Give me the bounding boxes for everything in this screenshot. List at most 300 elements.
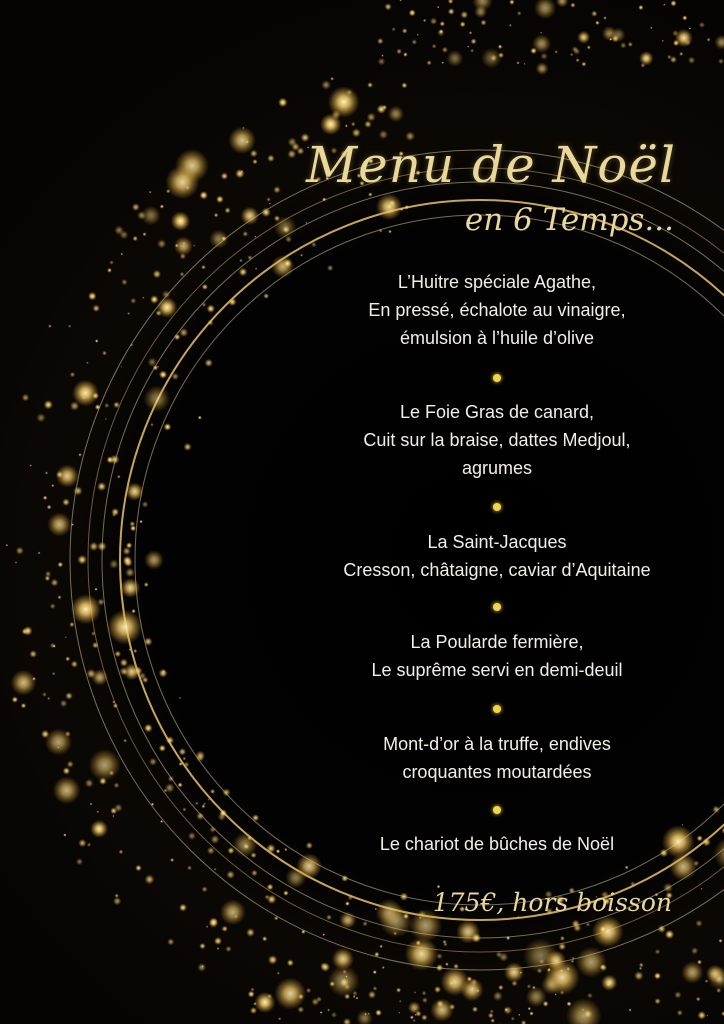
sparkle-dot bbox=[639, 51, 653, 65]
sparkle-dot bbox=[160, 204, 164, 208]
sparkle-dot bbox=[184, 443, 192, 451]
sparkle-dot bbox=[378, 58, 386, 66]
sparkle-dot bbox=[592, 916, 624, 948]
sparkle-dot bbox=[432, 44, 437, 49]
sparkle-dot bbox=[496, 951, 503, 958]
sparkle-dot bbox=[178, 782, 183, 787]
sparkle-dot bbox=[278, 98, 288, 108]
sparkle-dot bbox=[573, 48, 580, 55]
sparkle-dot bbox=[107, 268, 112, 273]
sparkle-dot bbox=[472, 1006, 478, 1012]
sparkle-dot bbox=[474, 5, 487, 18]
sparkle-dot bbox=[268, 955, 278, 965]
sparkle-dot bbox=[47, 697, 50, 700]
sparkle-dot bbox=[246, 928, 255, 937]
sparkle-dot bbox=[88, 292, 97, 301]
sparkle-dot bbox=[558, 943, 566, 951]
sparkle-dot bbox=[422, 997, 428, 1003]
sparkle-dot bbox=[144, 637, 153, 646]
course-4 bbox=[300, 628, 694, 684]
sparkle-dot bbox=[123, 663, 140, 680]
sparkle-dot bbox=[714, 35, 724, 50]
sparkle-dot bbox=[670, 0, 676, 6]
sparkle-dot bbox=[43, 496, 47, 500]
sparkle-dot bbox=[47, 513, 71, 537]
sparkle-dot bbox=[21, 703, 26, 708]
sparkle-dot bbox=[144, 550, 164, 570]
sparkle-dot bbox=[110, 807, 117, 814]
sparkle-dot bbox=[430, 17, 438, 25]
sparkle-dot bbox=[121, 253, 124, 256]
sparkle-dot bbox=[221, 172, 228, 179]
sparkle-dot bbox=[430, 998, 453, 1021]
sparkle-dot bbox=[662, 40, 665, 43]
sparkle-dot bbox=[611, 27, 626, 42]
sparkle-dot bbox=[516, 61, 519, 64]
sparkle-dot bbox=[77, 555, 87, 565]
menu-title: Menu de Noël bbox=[305, 136, 676, 194]
sparkle-dot bbox=[339, 912, 356, 929]
sparkle-dot bbox=[220, 899, 246, 925]
sparkle-dot bbox=[342, 970, 347, 975]
sparkle-dot bbox=[382, 966, 385, 969]
sparkle-dot bbox=[421, 1014, 427, 1020]
sparkle-dot bbox=[50, 603, 56, 609]
sparkle-dot bbox=[255, 267, 258, 270]
sparkle-dot bbox=[250, 987, 254, 991]
sparkle-dot bbox=[195, 751, 205, 761]
separator-dot bbox=[493, 503, 501, 511]
sparkle-dot bbox=[274, 916, 279, 921]
sparkle-dot bbox=[197, 963, 206, 972]
separator-dot bbox=[493, 705, 501, 713]
sparkle-dot bbox=[467, 46, 469, 48]
sparkle-dot bbox=[142, 501, 149, 508]
sparkle-dot bbox=[114, 782, 120, 788]
sparkle-dot bbox=[92, 305, 100, 313]
separator-dot bbox=[493, 374, 501, 382]
sparkle-dot bbox=[529, 1011, 533, 1015]
sparkle-dot bbox=[311, 242, 317, 248]
sparkle-dot bbox=[681, 961, 703, 983]
sparkle-dot bbox=[135, 865, 142, 872]
course-1-line-1: L’Huitre spéciale Agathe, bbox=[397, 272, 597, 292]
sparkle-dot bbox=[639, 963, 644, 968]
course-3-line-1: La Saint-Jacques bbox=[427, 532, 567, 552]
sparkle-dot bbox=[129, 648, 131, 650]
sparkle-dot bbox=[353, 995, 356, 998]
sparkle-dot bbox=[362, 921, 367, 926]
sparkle-dot bbox=[481, 20, 487, 26]
sparkle-dot bbox=[149, 191, 152, 194]
sparkle-dot bbox=[157, 239, 166, 248]
sparkle-dot bbox=[56, 471, 63, 478]
sparkle-dot bbox=[297, 147, 305, 155]
sparkle-dot bbox=[63, 767, 71, 775]
sparkle-dot bbox=[655, 949, 661, 955]
sparkle-dot bbox=[36, 413, 45, 422]
sparkle-dot bbox=[577, 31, 590, 44]
sparkle-dot bbox=[95, 339, 99, 343]
menu-subtitle: en 6 Temps... bbox=[464, 202, 674, 238]
sparkle-dot bbox=[179, 762, 183, 766]
sparkle-dot bbox=[331, 110, 341, 120]
sparkle-dot bbox=[133, 236, 138, 241]
sparkle-dot bbox=[150, 295, 159, 304]
sparkle-dot bbox=[214, 213, 219, 218]
sparkle-dot bbox=[67, 761, 74, 768]
sparkle-dot bbox=[447, 50, 464, 67]
sparkle-dot bbox=[582, 1008, 585, 1011]
sparkle-dot bbox=[442, 940, 447, 945]
sparkle-dot bbox=[576, 947, 607, 978]
sparkle-dot bbox=[58, 562, 64, 568]
sparkle-dot bbox=[697, 1011, 706, 1020]
sparkle-dot bbox=[346, 975, 348, 977]
sparkle-dot bbox=[413, 1019, 416, 1022]
sparkle-dot bbox=[634, 971, 643, 980]
sparkle-dot bbox=[388, 106, 404, 122]
sparkle-dot bbox=[367, 113, 376, 122]
sparkle-dot bbox=[498, 52, 504, 58]
sparkle-dot bbox=[153, 365, 159, 371]
sparkle-dot bbox=[107, 610, 142, 645]
sparkle-dot bbox=[377, 38, 383, 44]
sparkle-dot bbox=[571, 960, 575, 964]
sparkle-dot bbox=[94, 588, 97, 591]
sparkle-dot bbox=[202, 302, 207, 307]
course-3 bbox=[300, 528, 694, 584]
sparkle-dot bbox=[554, 50, 558, 54]
sparkle-dot bbox=[71, 594, 101, 624]
sparkle-dot bbox=[125, 482, 143, 500]
sparkle-dot bbox=[509, 0, 514, 5]
sparkle-dot bbox=[53, 644, 56, 647]
sparkle-dot bbox=[168, 776, 174, 782]
sparkle-dot bbox=[379, 945, 382, 948]
sparkle-dot bbox=[388, 230, 392, 234]
sparkle-dot bbox=[170, 858, 174, 862]
sparkle-dot bbox=[283, 890, 288, 895]
sparkle-dot bbox=[144, 724, 153, 733]
sparkle-dot bbox=[697, 835, 703, 841]
sparkle-dot bbox=[95, 404, 101, 410]
sparkle-dot bbox=[184, 762, 190, 768]
sparkle-dot bbox=[437, 29, 445, 37]
sparkle-dot bbox=[555, 993, 557, 995]
separator-dot bbox=[493, 603, 501, 611]
course-4-line-2: Le suprême servi en demi-deuil bbox=[371, 660, 623, 680]
sparkle-dot bbox=[207, 304, 216, 313]
sparkle-dot bbox=[243, 843, 249, 849]
sparkle-dot bbox=[199, 191, 208, 200]
sparkle-dot bbox=[142, 296, 145, 299]
sparkle-dot bbox=[331, 1012, 337, 1018]
sparkle-dot bbox=[449, 1004, 455, 1010]
sparkle-dot bbox=[380, 905, 413, 938]
sparkle-dot bbox=[179, 748, 187, 756]
sparkle-dot bbox=[171, 373, 179, 381]
sparkle-dot bbox=[587, 45, 591, 49]
sparkle-dot bbox=[187, 866, 192, 871]
sparkle-dot bbox=[30, 464, 32, 466]
sparkle-dot bbox=[228, 127, 256, 155]
sparkle-dot bbox=[403, 913, 409, 919]
sparkle-dot bbox=[322, 197, 326, 201]
sparkle-dot bbox=[345, 124, 348, 127]
sparkle-dot bbox=[506, 936, 510, 940]
sparkle-dot bbox=[341, 875, 348, 882]
sparkle-dot bbox=[540, 52, 548, 60]
sparkle-dot bbox=[113, 401, 120, 408]
sparkle-dot bbox=[326, 914, 332, 920]
sparkle-dot bbox=[142, 232, 146, 236]
sparkle-dot bbox=[654, 998, 660, 1004]
sparkle-dot bbox=[202, 886, 208, 892]
sparkle-dot bbox=[373, 986, 378, 991]
sparkle-dot bbox=[78, 453, 82, 457]
sparkle-dot bbox=[160, 820, 163, 823]
sparkle-dot bbox=[469, 31, 472, 34]
sparkle-dot bbox=[377, 105, 386, 114]
course-5-line-1: Mont-d’or à la truffe, endives bbox=[383, 734, 611, 754]
sparkle-dot bbox=[320, 1011, 323, 1014]
sparkle-dot bbox=[658, 925, 666, 933]
sparkle-dot bbox=[379, 229, 383, 233]
sparkle-dot bbox=[566, 967, 571, 972]
sparkle-dot bbox=[145, 874, 155, 884]
sparkle-dot bbox=[114, 225, 124, 235]
sparkle-dot bbox=[22, 394, 30, 402]
sparkle-dot bbox=[162, 670, 165, 673]
sparkle-dot bbox=[142, 677, 149, 684]
sparkle-dot bbox=[89, 749, 121, 781]
sparkle-dot bbox=[601, 975, 617, 991]
sparkle-dot bbox=[125, 568, 135, 578]
sparkle-dot bbox=[203, 802, 206, 805]
sparkle-dot bbox=[219, 809, 227, 817]
sparkle-dot bbox=[16, 547, 24, 555]
sparkle-dot bbox=[677, 1010, 683, 1016]
sparkle-dot bbox=[48, 324, 52, 328]
sparkle-dot bbox=[399, 0, 402, 2]
course-2-line-2: Cuit sur la braise, dattes Medjoul, bbox=[363, 430, 631, 450]
menu-price: 175€, hors boisson bbox=[432, 888, 672, 917]
sparkle-dot bbox=[327, 1009, 330, 1012]
course-6-line-1: Le chariot de bûches de Noël bbox=[379, 834, 615, 854]
sparkle-dot bbox=[214, 937, 222, 945]
sparkle-dot bbox=[85, 779, 94, 788]
sparkle-dot bbox=[398, 1012, 400, 1014]
sparkle-dot bbox=[222, 788, 230, 796]
sparkle-dot bbox=[409, 9, 416, 16]
sparkle-dot bbox=[599, 925, 607, 933]
sparkle-dot bbox=[239, 259, 243, 263]
sparkle-dot bbox=[86, 361, 89, 364]
sparkle-dot bbox=[540, 32, 542, 34]
sparkle-dot bbox=[51, 484, 54, 487]
sparkle-dot bbox=[209, 826, 216, 833]
sparkle-dot bbox=[71, 523, 74, 526]
sparkle-dot bbox=[121, 279, 127, 285]
sparkle-dot bbox=[712, 806, 720, 814]
sparkle-dot bbox=[171, 211, 190, 230]
sparkle-dot bbox=[405, 937, 439, 971]
sparkle-dot bbox=[582, 62, 587, 67]
sparkle-dot bbox=[504, 962, 524, 982]
sparkle-dot bbox=[639, 967, 642, 970]
sparkle-dot bbox=[471, 38, 477, 44]
sparkle-dot bbox=[274, 216, 297, 239]
sparkle-dot bbox=[127, 312, 130, 315]
sparkle-dot bbox=[699, 22, 705, 28]
sparkle-dot bbox=[179, 328, 188, 337]
sparkle-dot bbox=[498, 985, 503, 990]
sparkle-dot bbox=[493, 991, 503, 1001]
sparkle-dot bbox=[247, 255, 252, 260]
sparkle-dot bbox=[113, 703, 118, 708]
sparkle-dot bbox=[278, 1017, 281, 1020]
sparkle-dot bbox=[210, 835, 219, 844]
sparkle-dot bbox=[38, 552, 41, 555]
sparkle-dot bbox=[174, 237, 193, 256]
sparkle-dot bbox=[110, 455, 120, 465]
sparkle-dot bbox=[367, 82, 373, 88]
sparkle-dot bbox=[567, 1001, 572, 1006]
sparkle-dot bbox=[532, 34, 551, 53]
sparkle-dot bbox=[403, 52, 408, 57]
sparkle-dot bbox=[263, 293, 269, 299]
sparkle-dot bbox=[400, 892, 409, 901]
sparkle-dot bbox=[241, 207, 260, 226]
sparkle-dot bbox=[511, 1017, 515, 1021]
sparkle-dot bbox=[628, 42, 633, 47]
sparkle-dot bbox=[143, 385, 170, 412]
sparkle-dot bbox=[225, 207, 231, 213]
sparkle-dot bbox=[104, 403, 109, 408]
sparkle-dot bbox=[638, 5, 643, 10]
sparkle-dot bbox=[351, 122, 356, 127]
sparkle-dot bbox=[396, 988, 401, 993]
sparkle-dot bbox=[69, 622, 74, 627]
sparkle-dot bbox=[195, 802, 199, 806]
sparkle-dot bbox=[422, 991, 427, 996]
sparkle-dot bbox=[591, 11, 597, 17]
sparkle-dot bbox=[345, 901, 350, 906]
sparkle-dot bbox=[518, 1014, 520, 1016]
sparkle-dot bbox=[449, 980, 455, 986]
sparkle-dot bbox=[707, 38, 711, 42]
sparkle-dot bbox=[572, 920, 580, 928]
sparkle-dot bbox=[526, 986, 547, 1007]
sparkle-dot bbox=[225, 946, 231, 952]
sparkle-dot bbox=[276, 849, 280, 853]
sparkle-dot bbox=[297, 1006, 304, 1013]
sparkle-dot bbox=[679, 52, 683, 56]
course-2-line-3: agrumes bbox=[461, 458, 533, 478]
sparkle-dot bbox=[90, 803, 93, 806]
sparkle-dot bbox=[165, 783, 175, 793]
sparkle-dot bbox=[63, 833, 66, 836]
sparkle-dot bbox=[179, 697, 181, 699]
sparkle-dot bbox=[689, 27, 691, 29]
sparkle-dot bbox=[576, 58, 580, 62]
sparkle-dot bbox=[206, 925, 209, 928]
sparkle-dot bbox=[329, 981, 335, 987]
sparkle-dot bbox=[412, 39, 417, 44]
sparkle-dot bbox=[528, 1007, 531, 1010]
course-5-line-2: croquantes moutardées bbox=[402, 762, 592, 782]
sparkle-dot bbox=[695, 920, 702, 927]
sparkle-dot bbox=[560, 936, 565, 941]
sparkle-dot bbox=[68, 325, 71, 328]
sparkle-dot bbox=[269, 203, 271, 205]
sparkle-dot bbox=[620, 42, 626, 48]
sparkle-dot bbox=[298, 994, 304, 1000]
sparkle-dot bbox=[460, 21, 466, 27]
sparkle-dot bbox=[527, 984, 532, 989]
sparkle-dot bbox=[210, 789, 215, 794]
sparkle-dot bbox=[65, 692, 73, 700]
sparkle-dot bbox=[228, 298, 236, 306]
sparkle-dot bbox=[207, 798, 210, 801]
sparkle-dot bbox=[72, 380, 99, 407]
course-5 bbox=[300, 730, 694, 786]
sparkle-dot bbox=[713, 837, 724, 870]
sparkle-dot bbox=[417, 34, 419, 36]
sparkle-dot bbox=[498, 45, 502, 49]
sparkle-dot bbox=[437, 6, 439, 8]
sparkle-dot bbox=[373, 970, 377, 974]
sparkle-dot bbox=[254, 236, 256, 238]
sparkle-dot bbox=[654, 972, 661, 979]
sparkle-dot bbox=[448, 8, 455, 15]
sparkle-dot bbox=[252, 814, 259, 821]
sparkle-dot bbox=[300, 254, 303, 257]
sparkle-dot bbox=[423, 19, 426, 22]
sparkle-dot bbox=[442, 47, 448, 53]
sparkle-dot bbox=[368, 1013, 370, 1015]
sparkle-dot bbox=[198, 416, 202, 420]
sparkle-dot bbox=[62, 498, 70, 506]
sparkle-dot bbox=[149, 758, 157, 766]
course-1 bbox=[300, 268, 694, 352]
sparkle-dot bbox=[250, 150, 258, 158]
sparkle-dot bbox=[193, 245, 195, 247]
sparkle-dot bbox=[600, 964, 606, 970]
sparkle-dot bbox=[284, 848, 287, 851]
sparkle-dot bbox=[51, 579, 59, 587]
sparkle-dot bbox=[265, 894, 270, 899]
sparkle-dot bbox=[603, 16, 607, 20]
sparkle-dot bbox=[702, 838, 711, 847]
sparkle-dot bbox=[384, 3, 391, 10]
sparkle-dot bbox=[44, 400, 53, 409]
sparkle-dot bbox=[697, 960, 702, 965]
sparkle-dot bbox=[267, 155, 275, 163]
sparkle-dot bbox=[71, 661, 78, 668]
sparkle-dot bbox=[396, 49, 402, 55]
sparkle-dot bbox=[113, 897, 121, 905]
sparkle-dot bbox=[235, 169, 245, 179]
sparkle-dot bbox=[207, 847, 215, 855]
sparkle-dot bbox=[109, 260, 114, 265]
sparkle-dot bbox=[253, 1002, 257, 1006]
sparkle-dot bbox=[414, 991, 416, 993]
sparkle-dot bbox=[408, 1001, 421, 1014]
sparkle-dot bbox=[560, 990, 565, 995]
sparkle-dot bbox=[205, 359, 213, 367]
